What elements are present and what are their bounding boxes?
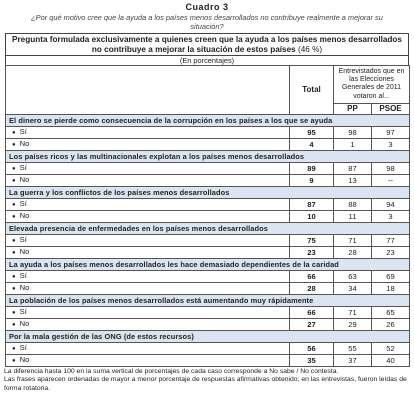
subquestion-percentage: (46 %) bbox=[298, 45, 323, 54]
table-row bbox=[6, 174, 410, 186]
psoe-value: 98 bbox=[372, 162, 410, 174]
results-table bbox=[5, 65, 410, 367]
survey-question: ¿Por qué motivo cree que la ayuda a los países menos desarrollados no contribuye realmente a mejorar su situación? bbox=[31, 13, 383, 31]
subquestion bbox=[5, 33, 409, 55]
row-label-cell bbox=[6, 126, 290, 138]
footnotes bbox=[0, 367, 414, 393]
bullet-icon: ● bbox=[12, 273, 16, 280]
table-row bbox=[6, 354, 410, 366]
bullet-icon: ● bbox=[12, 129, 16, 136]
section-title: La población de los países menos desarrollados está aumentando muy rápidamente bbox=[6, 294, 410, 306]
section-header bbox=[6, 114, 410, 126]
section-title: La ayuda a los países menos desarrollados les hace demasiado dependientes de la caridad bbox=[6, 258, 410, 270]
bullet-icon: ● bbox=[12, 249, 16, 256]
bullet-icon: ● bbox=[12, 285, 16, 292]
table-row bbox=[6, 198, 410, 210]
psoe-value: 3 bbox=[372, 138, 410, 150]
bullet-icon: ● bbox=[12, 321, 16, 328]
header-blank bbox=[6, 66, 290, 115]
row-label-cell bbox=[6, 342, 290, 354]
table-row bbox=[6, 126, 410, 138]
row-label: Sí bbox=[19, 306, 27, 316]
row-label-cell bbox=[6, 210, 290, 222]
row-label: No bbox=[19, 246, 30, 256]
bullet-icon: ● bbox=[12, 357, 16, 364]
table-row bbox=[6, 282, 410, 294]
table-row bbox=[6, 342, 410, 354]
bullet-icon: ● bbox=[12, 237, 16, 244]
row-label-cell bbox=[6, 318, 290, 330]
section-title: Los países ricos y las multinacionales explotan a los países menos desarrollados bbox=[6, 150, 410, 162]
section-header bbox=[6, 186, 410, 198]
row-label: No bbox=[19, 318, 30, 328]
psoe-value: 69 bbox=[372, 270, 410, 282]
total-value: 28 bbox=[290, 282, 334, 294]
psoe-value: 40 bbox=[372, 354, 410, 366]
psoe-value: 3 bbox=[372, 210, 410, 222]
row-label-cell bbox=[6, 270, 290, 282]
bullet-icon: ● bbox=[12, 309, 16, 316]
total-value: 27 bbox=[290, 318, 334, 330]
pp-value: 29 bbox=[334, 318, 372, 330]
section-header bbox=[6, 150, 410, 162]
pp-value: 11 bbox=[334, 210, 372, 222]
total-value: 23 bbox=[290, 246, 334, 258]
total-value: 56 bbox=[290, 342, 334, 354]
row-label: No bbox=[19, 174, 30, 184]
row-label-cell bbox=[6, 162, 290, 174]
pp-value: 98 bbox=[334, 126, 372, 138]
psoe-value: 97 bbox=[372, 126, 410, 138]
total-value: 66 bbox=[290, 270, 334, 282]
row-label: Sí bbox=[19, 126, 27, 136]
bullet-icon: ● bbox=[12, 165, 16, 172]
pp-value: 13 bbox=[334, 174, 372, 186]
header-total: Total bbox=[290, 66, 334, 115]
table-row bbox=[6, 246, 410, 258]
row-label-cell bbox=[6, 282, 290, 294]
row-label-cell bbox=[6, 174, 290, 186]
footnote: Las frases aparecen ordenadas de mayor a menor porcentaje de respuestas afirmativas obtenido; en las entrevistas, fueron leídas de forma rotatoria. bbox=[4, 376, 407, 392]
row-label: No bbox=[19, 138, 30, 148]
psoe-value: 23 bbox=[372, 246, 410, 258]
row-label-cell bbox=[6, 198, 290, 210]
row-label-cell bbox=[6, 306, 290, 318]
psoe-value: -- bbox=[372, 174, 410, 186]
table-row bbox=[6, 270, 410, 282]
row-label: No bbox=[19, 354, 30, 364]
section-title: Por la mala gestión de las ONG (de estos recursos) bbox=[6, 330, 410, 342]
table-row bbox=[6, 138, 410, 150]
pp-value: 71 bbox=[334, 306, 372, 318]
row-label: Sí bbox=[19, 342, 27, 352]
pp-value: 88 bbox=[334, 198, 372, 210]
table-row bbox=[6, 318, 410, 330]
total-value: 9 bbox=[290, 174, 334, 186]
total-value: 35 bbox=[290, 354, 334, 366]
section-title: El dinero se pierde como consecuencia de la corrupción en los países a los que se ayuda bbox=[6, 114, 410, 126]
row-label: Sí bbox=[19, 270, 27, 280]
table-row bbox=[6, 234, 410, 246]
row-label: No bbox=[19, 282, 30, 292]
bullet-icon: ● bbox=[12, 141, 16, 148]
row-label: No bbox=[19, 210, 30, 220]
row-label-cell bbox=[6, 246, 290, 258]
row-label-cell bbox=[6, 234, 290, 246]
section-header bbox=[6, 222, 410, 234]
row-label: Sí bbox=[19, 198, 27, 208]
table-row bbox=[6, 210, 410, 222]
header-voters: Entrevistados que en las Elecciones Generales de 2011 votaron al... bbox=[334, 66, 410, 104]
psoe-value: 65 bbox=[372, 306, 410, 318]
table-number: Cuadro 3 bbox=[185, 2, 229, 12]
bullet-icon: ● bbox=[12, 201, 16, 208]
table-row bbox=[6, 162, 410, 174]
section-title: La guerra y los conflictos de los países menos desarrollados bbox=[6, 186, 410, 198]
pp-value: 34 bbox=[334, 282, 372, 294]
pp-value: 63 bbox=[334, 270, 372, 282]
section-header bbox=[6, 330, 410, 342]
total-value: 89 bbox=[290, 162, 334, 174]
total-value: 75 bbox=[290, 234, 334, 246]
bullet-icon: ● bbox=[12, 177, 16, 184]
total-value: 10 bbox=[290, 210, 334, 222]
psoe-value: 26 bbox=[372, 318, 410, 330]
row-label: Sí bbox=[19, 234, 27, 244]
unit-note: (En porcentajes) bbox=[5, 55, 409, 65]
subquestion-text: Pregunta formulada exclusivamente a quienes creen que la ayuda a los países menos desarrollados no contribuye a mejorar la situación de estos países bbox=[12, 35, 402, 54]
total-value: 87 bbox=[290, 198, 334, 210]
bullet-icon: ● bbox=[12, 213, 16, 220]
pp-value: 28 bbox=[334, 246, 372, 258]
pp-value: 55 bbox=[334, 342, 372, 354]
bullet-icon: ● bbox=[12, 345, 16, 352]
header-row bbox=[6, 66, 410, 104]
psoe-value: 18 bbox=[372, 282, 410, 294]
header-pp: PP bbox=[334, 103, 372, 114]
pp-value: 1 bbox=[334, 138, 372, 150]
psoe-value: 77 bbox=[372, 234, 410, 246]
section-title: Elevada presencia de enfermedades en los países menos desarrollados bbox=[6, 222, 410, 234]
footnote: La diferencia hasta 100 en la suma vertical de porcentajes de cada caso corresponde a No sabe / No contesta. bbox=[4, 367, 339, 375]
section-header bbox=[6, 294, 410, 306]
total-value: 66 bbox=[290, 306, 334, 318]
section-header bbox=[6, 258, 410, 270]
pp-value: 71 bbox=[334, 234, 372, 246]
pp-value: 87 bbox=[334, 162, 372, 174]
row-label: Sí bbox=[19, 162, 27, 172]
table-row bbox=[6, 306, 410, 318]
row-label-cell bbox=[6, 138, 290, 150]
row-label-cell bbox=[6, 354, 290, 366]
pp-value: 37 bbox=[334, 354, 372, 366]
total-value: 95 bbox=[290, 126, 334, 138]
psoe-value: 52 bbox=[372, 342, 410, 354]
psoe-value: 94 bbox=[372, 198, 410, 210]
total-value: 4 bbox=[290, 138, 334, 150]
header-psoe: PSOE bbox=[372, 103, 410, 114]
